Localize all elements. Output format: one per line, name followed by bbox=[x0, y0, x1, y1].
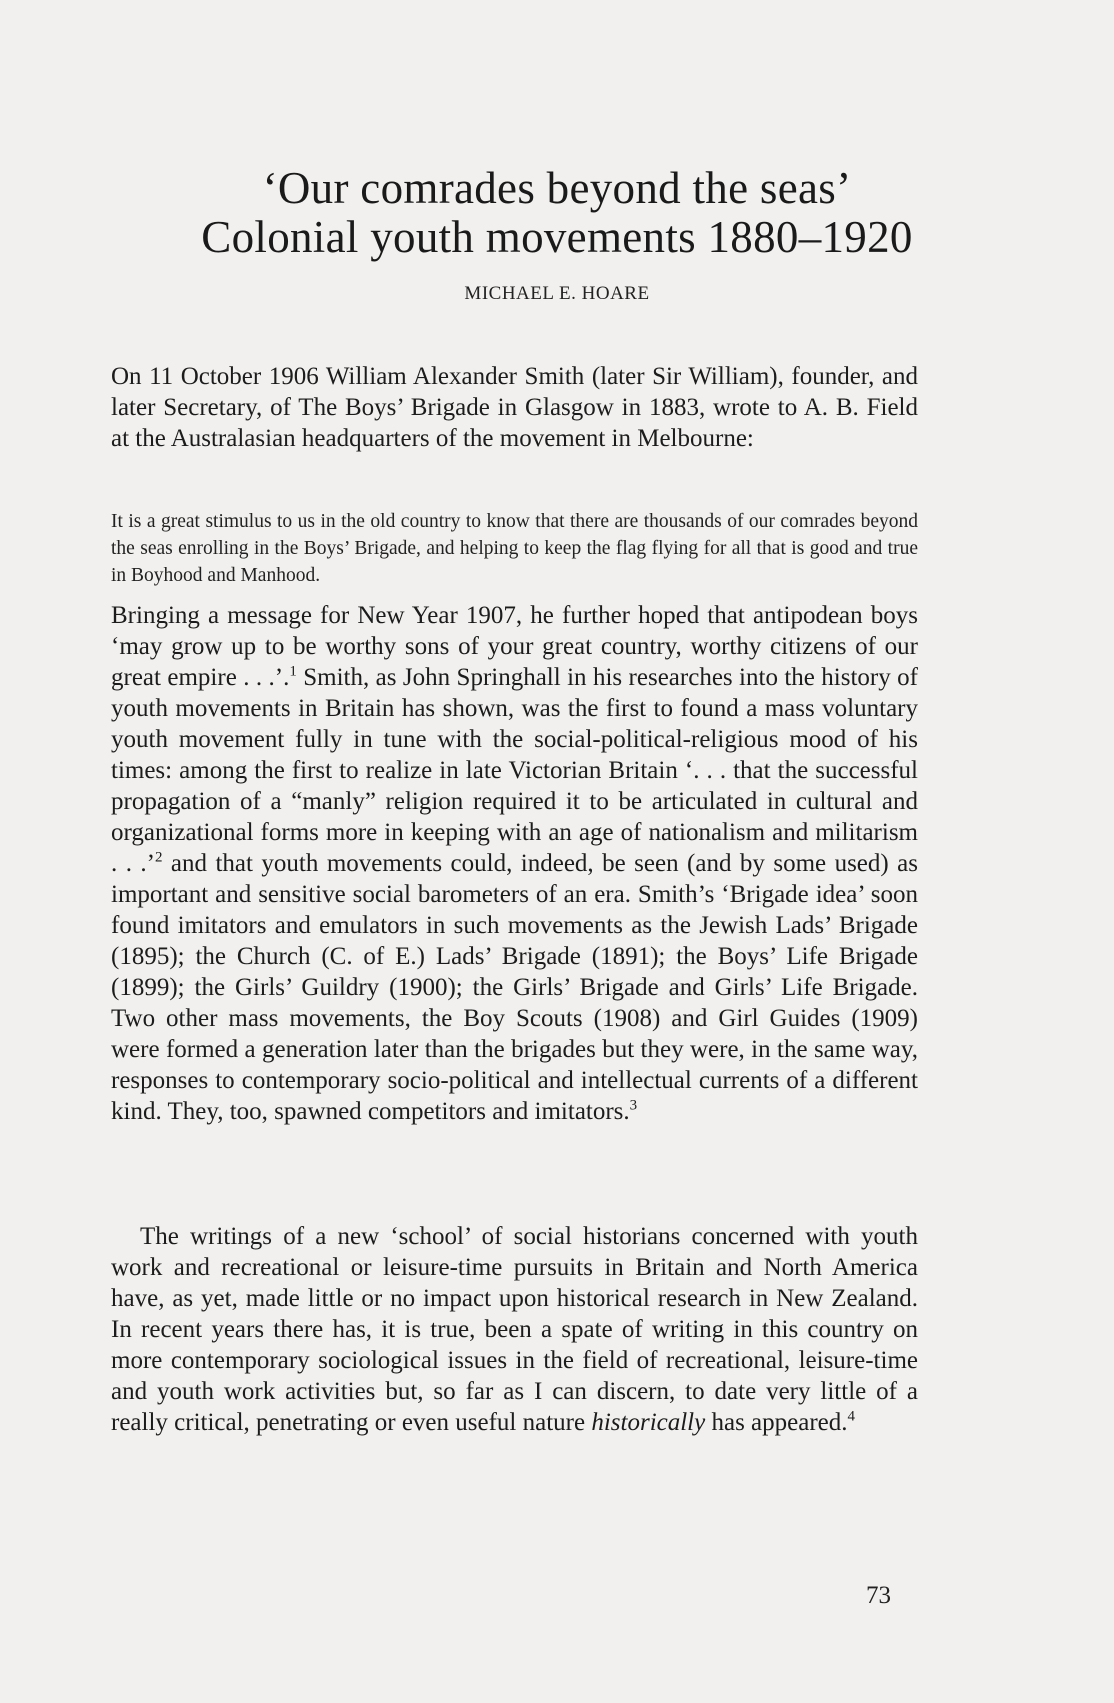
emphasis-historically: historically bbox=[591, 1409, 706, 1436]
paragraph-2-text-c: and that youth movements could, indeed, be seen (and by some used) as important and sensitive social barometers of an era. Smith’s ‘Brigade idea’ soon found imitators and emulators in such movements as the Jewish Lads’ Brigade (1895); the Church (C. of E.) Lads’ Brigade (1891); the Boys’ Life Brigade (1899); the Girls’ Guildry (1900); the Girls’ Brigade and Girls’ Life Brigade. Two other mass movements, the Boy Scouts (1908) and Girl Guides (1909) were formed a generation later than the brigades but they were, in the same way, responses to contemporary socio-political and intellectual currents of a different kind. They, too, spawned competitors and imitators. bbox=[111, 850, 919, 1125]
paragraph-2-text-b: Smith, as John Springhall in his researches into the history of youth movements in Britain has shown, was the first to found a mass voluntary youth movement fully in tune with the social-political-religious mood of his times: among the first to realize in late Victorian Britain ‘. . . that the successful propagation of a “manly” religion required it to be articulated in cultural and organizational forms more in keeping with an age of nationalism and militarism . . .’ bbox=[111, 664, 918, 877]
author-name: MICHAEL E. HOARE bbox=[464, 283, 650, 304]
article-title-line-1: ‘Our comrades beyond the seas’ bbox=[262, 163, 852, 213]
footnote-ref-4: 4 bbox=[847, 1408, 856, 1425]
block-quote: It is a great stimulus to us in the old country to know that there are thousands of our comrades beyond the seas enrolling in the Boys’ Brigade, and helping to keep the flag flying for all that is good and true in Boyhood and Manhood. bbox=[111, 511, 918, 586]
paragraph-2-text-a: Bringing a message for New Year 1907, he further hoped that antipodean boys ‘may grow up to be worthy sons of your great country, worthy citizens of our great empire . . .’. bbox=[111, 602, 918, 691]
footnote-ref-3: 3 bbox=[629, 1097, 638, 1114]
body-paragraph-2 bbox=[111, 600, 918, 1127]
page-number: 73 bbox=[866, 1582, 891, 1609]
footnote-ref-1: 1 bbox=[289, 663, 297, 680]
article-title-line-2: Colonial youth movements 1880–1920 bbox=[201, 212, 913, 262]
footnote-ref-2: 2 bbox=[154, 849, 163, 866]
paragraph-3-text-a: The writings of a new ‘school’ of social historians concerned with youth work and recreational or leisure-time pursuits in Britain and North America have, as yet, made little or no impact upon historical research in New Zealand. In recent years there has, it is true, been a spate of writing in this country on more contemporary sociological issues in the field of recreational, leisure-time and youth work activities but, so far as I can discern, to date very little of a really critical, penetrating or even useful nature bbox=[111, 1223, 918, 1436]
paragraph-3-text-b: has appeared. bbox=[705, 1409, 848, 1436]
intro-paragraph: On 11 October 1906 William Alexander Smith (later Sir William), founder, and later Secretary, of The Boys’ Brigade in Glasgow in 1883, wrote to A. B. Field at the Australasian headquarters of the movement in Melbourne: bbox=[111, 363, 918, 452]
body-paragraph-3 bbox=[111, 1221, 918, 1438]
